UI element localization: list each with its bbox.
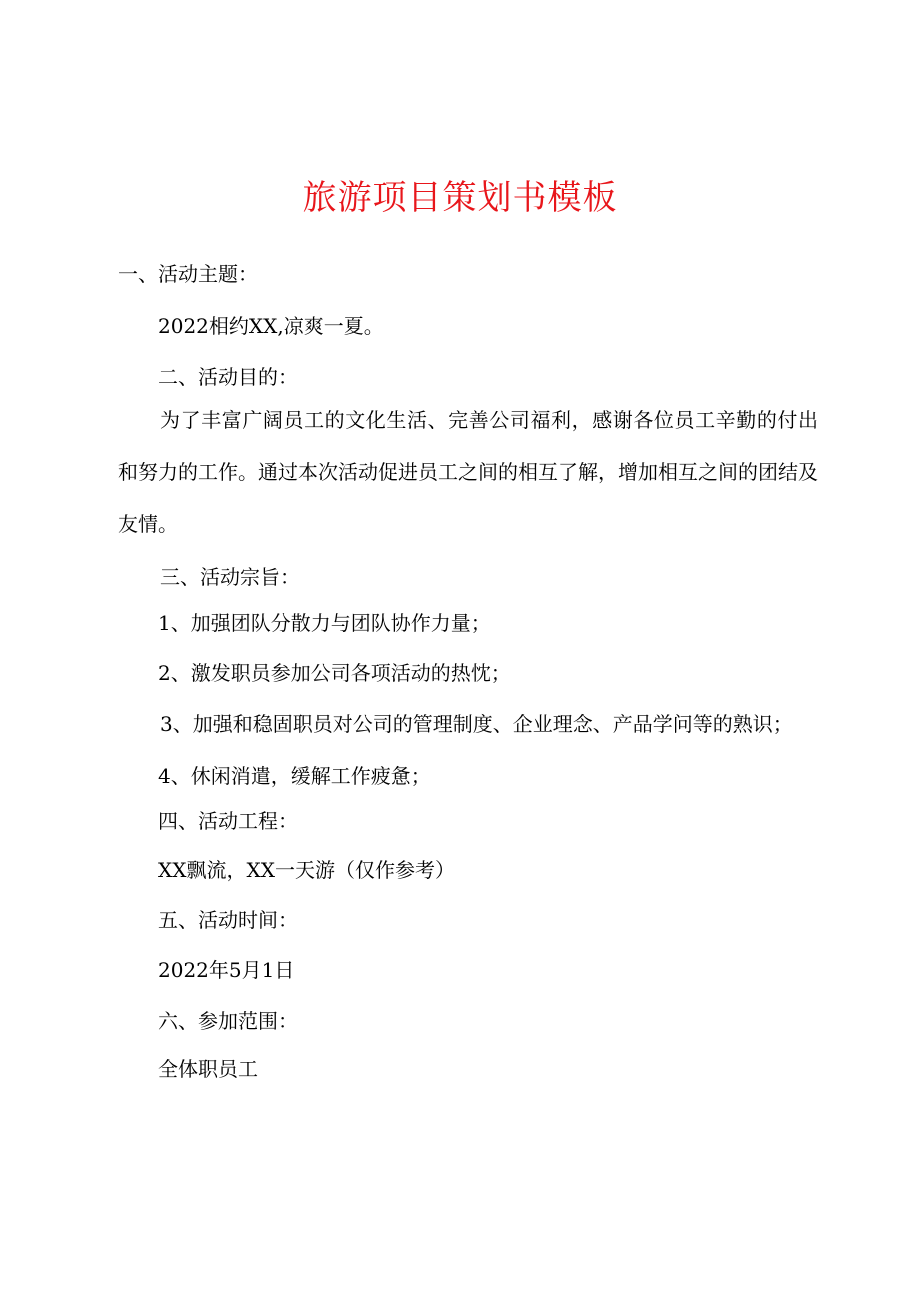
section-body-scope: 全体职员工: [158, 1057, 258, 1081]
section-heading-theme: 一、活动主题：: [118, 262, 258, 286]
section-heading-scope: 六、参加范围：: [158, 1009, 298, 1033]
principle-item: 4、休闲消遣，缓解工作疲惫；: [158, 764, 431, 788]
section-heading-principles: 三、活动宗旨：: [160, 565, 300, 589]
section-heading-purpose: 二、活动目的：: [158, 365, 298, 389]
page-title: 旅游项目策划书模板: [302, 178, 618, 218]
section-heading-program: 四、活动工程：: [158, 809, 298, 833]
principle-item: 2、激发职员参加公司各项活动的热忱；: [158, 661, 511, 685]
section-body-purpose: 为了丰富广阔员工的文化生活、完善公司福利，感谢各位员工辛勤的付出和努力的工作。通过本次活动促进员工之间的相互了解，增加相互之间的团结及友情。: [118, 408, 818, 536]
principle-item: 1、加强团队分散力与团队协作力量；: [158, 611, 491, 635]
section-heading-time: 五、活动时间：: [158, 908, 298, 932]
section-body-program: XX飘流，XX一天游（仅作参考）: [158, 858, 455, 882]
section-body-time: 2022年5月1日: [158, 958, 295, 982]
section-body-theme: 2022相约XX,凉爽一夏。: [158, 314, 384, 338]
principle-item: 3、加强和稳固职员对公司的管理制度、企业理念、产品学问等的熟识；: [160, 712, 793, 736]
